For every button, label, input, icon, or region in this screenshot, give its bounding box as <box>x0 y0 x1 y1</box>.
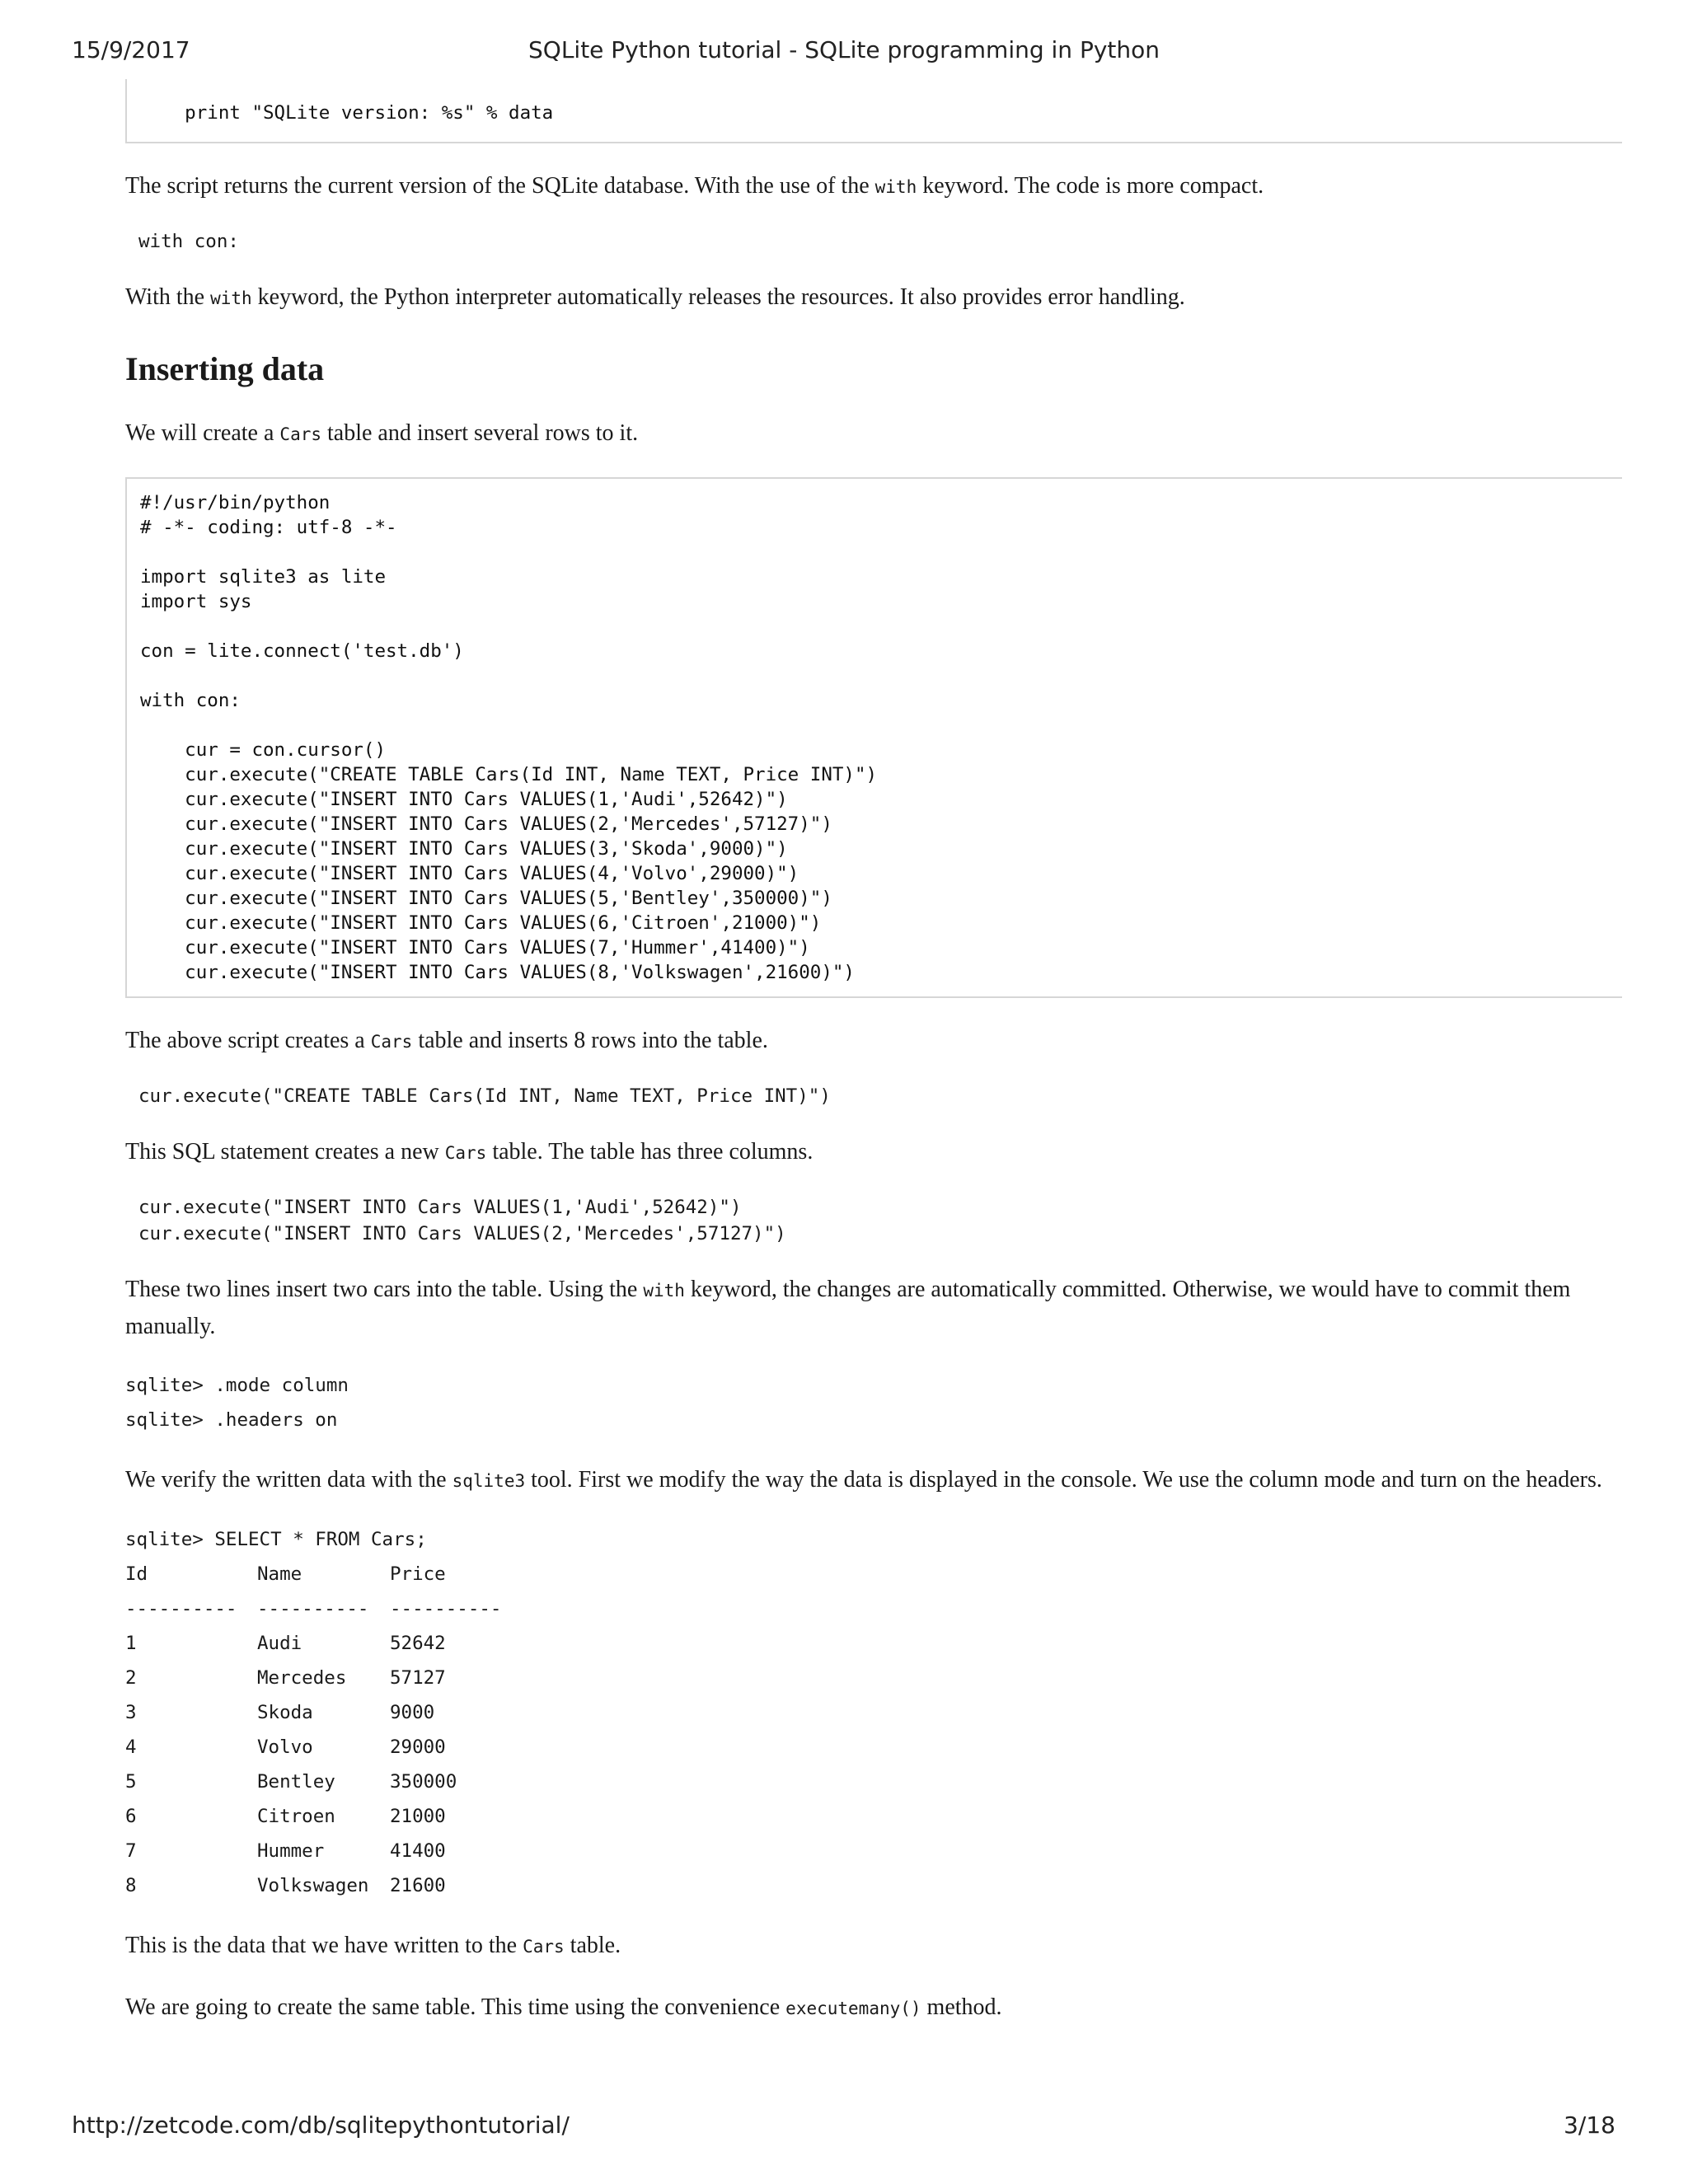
section-heading-inserting-data: Inserting data <box>125 350 325 387</box>
code-block-insert-script: #!/usr/bin/python # -*- coding: utf-8 -*- import sqlite3 as lite import sys con = lite.connect('test.db') with con: cur = con.cursor() cur.execute("CREATE TABLE Cars(Id INT, Name TEXT, Price INT)") cur.execute("INSERT INTO Cars VALUES(1,'Audi',52642)") cur.execute("INSERT INTO Cars VALUES(2,'Mercedes',57127)") cur.execute("INSERT INTO Cars VALUES(3,'Skoda',9000)") cur.execute("INSERT INTO Cars VALUES(4,'Volvo',29000)") cur.execute("INSERT INTO Cars VALUES(5,'Bentley',350000)") cur.execute("INSERT INTO Cars VALUES(6,'Citroen',21000)") cur.execute("INSERT INTO Cars VALUES(7,'Hummer',41400)") cur.execute("INSERT INTO Cars VALUES(8,'Volkswagen',21600)") <box>125 477 1622 998</box>
article-content <box>125 79 1615 2027</box>
table-row: 3 Skoda 9000 <box>125 1702 435 1723</box>
console-command: sqlite> SELECT * FROM Cars; <box>125 1529 427 1550</box>
table-row: 4 Volvo 29000 <box>125 1736 446 1758</box>
inline-code-executemany: executemany() <box>785 1999 921 2018</box>
code-snippet-with: with con: <box>138 231 239 252</box>
table-row: 5 Bentley 350000 <box>125 1771 457 1793</box>
paragraph-verify-data: We verify the written data with the sqlite3 tool. First we modify the way the data is displayed in the console. We use the column mode and turn on the headers. <box>125 1467 1602 1493</box>
print-date: 15/9/2017 <box>72 36 190 63</box>
inline-code-cars: Cars <box>370 1032 413 1052</box>
console-line: sqlite> .mode column <box>125 1375 349 1396</box>
paragraph-with-keyword: With the with keyword, the Python interpreter automatically releases the resources. It also provides error handling. <box>125 284 1185 310</box>
paragraph-version-script: The script returns the current version of the SQLite database. With the use of the with keyword. The code is more compact. <box>125 173 1264 199</box>
paragraph-executemany: We are going to create the same table. This time using the convenience executemany() method. <box>125 1994 1002 2020</box>
console-select-output <box>125 1522 1615 1903</box>
inline-code-cars: Cars <box>523 1937 565 1957</box>
page-title: SQLite Python tutorial - SQLite programming in Python <box>528 36 1160 63</box>
paragraph-data-written: This is the data that we have written to the Cars table. <box>125 1933 621 1958</box>
page-number: 3/18 <box>1564 2111 1615 2139</box>
inline-code-cars: Cars <box>279 424 321 444</box>
console-table-header: Id Name Price <box>125 1563 446 1585</box>
paragraph-sql-statement: This SQL statement creates a new Cars table. The table has three columns. <box>125 1139 814 1165</box>
inline-code-sqlite3: sqlite3 <box>452 1471 526 1491</box>
inline-code-with: with <box>210 288 252 308</box>
table-row: 8 Volkswagen 21600 <box>125 1875 446 1896</box>
paragraph-script-summary: The above script creates a Cars table and inserts 8 rows into the table. <box>125 1028 768 1053</box>
table-row: 6 Citroen 21000 <box>125 1806 446 1827</box>
console-mode-commands <box>125 1368 1615 1437</box>
page-url: http://zetcode.com/db/sqlitepythontutorial/ <box>72 2111 570 2139</box>
table-row: 2 Mercedes 57127 <box>125 1667 446 1689</box>
paragraph-two-lines: These two lines insert two cars into the table. Using the with keyword, the changes are automatically committed. Otherwise, we would have to commit them manually. <box>125 1277 1571 1339</box>
paragraph-create-cars: We will create a Cars table and insert several rows to it. <box>125 420 639 446</box>
table-row: 7 Hummer 41400 <box>125 1840 446 1862</box>
code-snippet-insert-rows: cur.execute("INSERT INTO Cars VALUES(1,'Audi',52642)") cur.execute("INSERT INTO Cars VALUES(2,'Mercedes',57127)") <box>138 1197 786 1244</box>
inline-code-with: with <box>874 177 917 197</box>
console-line: sqlite> .headers on <box>125 1409 338 1431</box>
code-block-version: print "SQLite version: %s" % data <box>125 79 1622 143</box>
code-snippet-create-table: cur.execute("CREATE TABLE Cars(Id INT, Name TEXT, Price INT)") <box>138 1085 831 1107</box>
table-row: 1 Audi 52642 <box>125 1633 446 1654</box>
console-table-separator: ---------- ---------- ---------- <box>125 1598 502 1619</box>
inline-code-cars: Cars <box>444 1143 487 1163</box>
inline-code-with: with <box>643 1281 685 1301</box>
